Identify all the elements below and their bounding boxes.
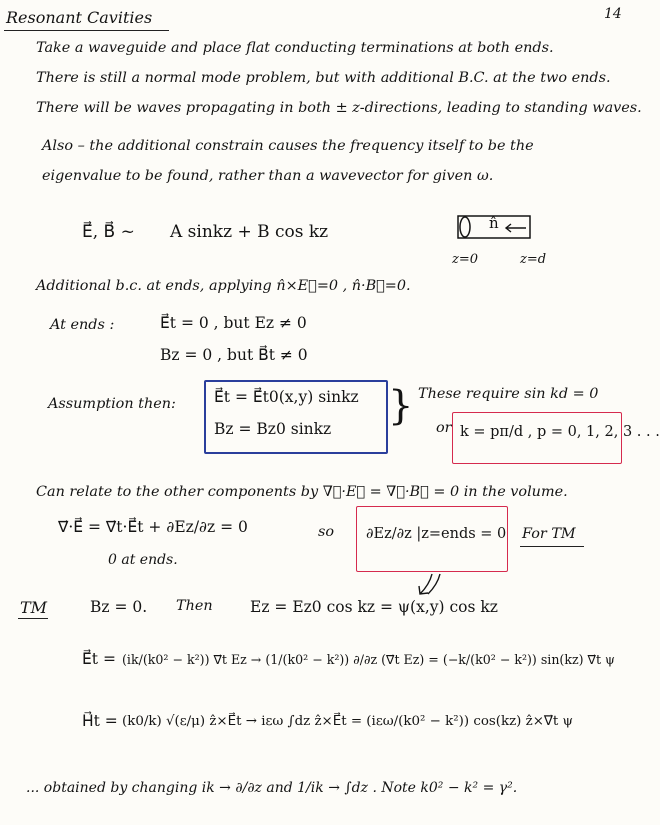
boundary-eq: ∂Ez/∂z |z=ends = 0 — [366, 526, 507, 542]
tm-bz: Bz = 0. — [90, 598, 148, 616]
normal-label: n̂ — [489, 214, 499, 232]
intro-line-4: Also – the additional constrain causes the frequency itself to be the — [42, 138, 534, 154]
zd-label: z=d — [520, 252, 547, 267]
require-line: These require sin kd = 0 — [418, 386, 599, 402]
for-tm-label: For TM — [522, 526, 576, 542]
tm-ez: Ez = Ez0 cos kz = ψ(x,y) cos kz — [250, 598, 498, 616]
divergence-eq: ∇⃗·E⃗ = ∇⃗t·E⃗t + ∂Ez/∂z = 0 — [58, 518, 248, 536]
tm-underline — [18, 618, 48, 619]
brace: } — [388, 383, 414, 429]
at-ends-label: At ends : — [50, 317, 115, 333]
tm-label: TM — [20, 598, 48, 617]
assumption-eq-2: Bz = Bz0 sinkz — [214, 420, 332, 438]
intro-line-2: There is still a normal mode problem, but with additional B.C. at the two ends. — [36, 70, 611, 86]
zero-at-ends: 0 at ends. — [108, 552, 178, 568]
page-title: Resonant Cavities — [6, 8, 153, 27]
relate-line: Can relate to the other components by ∇⃗·E⃗ = ∇⃗·B⃗ = 0 in the volume. — [36, 484, 568, 500]
ht-rhs: (k0/k) √(ε/μ) ẑ×E⃗t → iεω ∫dz ẑ×E⃗t = (iεω/(k0² − k²)) cos(kz) ẑ×∇⃗t ψ — [122, 714, 574, 729]
footer-line: ... obtained by changing ik → ∂/∂z and 1/ik → ∫dz . Note k0² − k² = γ². — [26, 780, 518, 796]
intro-line-1: Take a waveguide and place flat conducting terminations at both ends. — [36, 40, 554, 56]
assumption-label: Assumption then: — [48, 396, 176, 412]
field-rhs: A sinkz + B cos kz — [170, 222, 329, 242]
intro-line-3: There will be waves propagating in both ± z-directions, leading to standing waves. — [36, 100, 642, 116]
or-label: or — [436, 420, 452, 436]
bc-cond-2: Bz = 0 , but B⃗t ≠ 0 — [160, 346, 308, 364]
cavity-end-cap — [460, 217, 470, 237]
field-lhs: E⃗, B⃗ ~ — [82, 222, 135, 242]
tm-then: Then — [176, 598, 213, 614]
arrows-down — [410, 572, 450, 598]
page-number: 14 — [604, 6, 622, 22]
k-condition: k = pπ/d , p = 0, 1, 2, 3 . . . — [460, 424, 660, 440]
et-lhs: E⃗t = — [82, 650, 116, 668]
bc-cond-1: E⃗t = 0 , but Ez ≠ 0 — [160, 314, 307, 332]
title-underline — [4, 30, 169, 31]
ht-lhs: H⃗t = — [82, 712, 118, 730]
z0-label: z=0 — [452, 252, 479, 267]
et-rhs: (ik/(k0² − k²)) ∇⃗t Ez → (1/(k0² − k²)) ∂/∂z (∇⃗t Ez) = (−k/(k0² − k²)) sin(kz) ∇⃗t ψ — [122, 652, 615, 667]
for-tm-underline — [520, 546, 584, 547]
intro-line-5: eigenvalue to be found, rather than a wavevector for given ω. — [42, 168, 494, 184]
so-label: so — [318, 524, 335, 540]
bc-line: Additional b.c. at ends, applying n̂×E⃗=0 , n̂·B⃗=0. — [36, 278, 411, 294]
assumption-eq-1: E⃗t = E⃗t0(x,y) sinkz — [214, 388, 359, 406]
